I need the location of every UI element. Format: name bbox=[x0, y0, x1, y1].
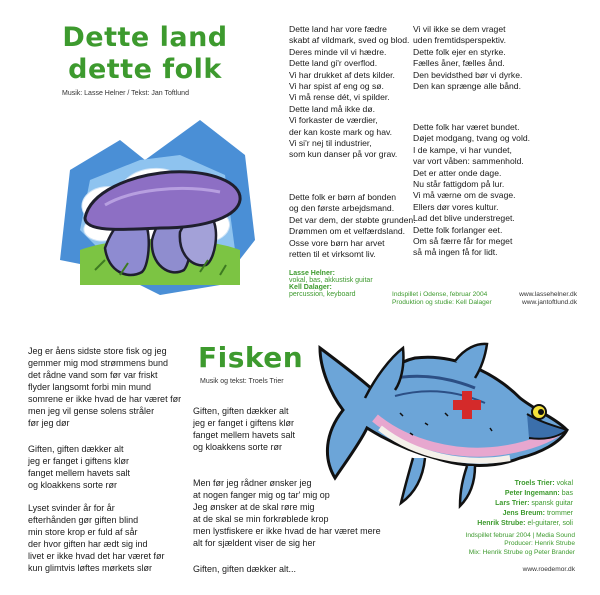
musician-name: Lars Trier: bbox=[495, 500, 530, 507]
musician-role: trommer bbox=[546, 510, 573, 517]
musician-role: bas bbox=[561, 490, 573, 497]
song2-musicians bbox=[440, 479, 573, 529]
musician-row bbox=[440, 479, 573, 489]
musician-name: Troels Trier: bbox=[514, 480, 555, 487]
musician-name: Peter Ingemann: bbox=[504, 490, 560, 497]
song2-title: Fisken bbox=[198, 341, 304, 374]
song1-col2-verse2: Dette folk har været bundet. Døjet modgang, tvang og vold. I de kampe, vi har vundet, var vort våben: sammenhold. Det er atter onde dage. Nu står fattigdom på lur. Vi må værne om de svage. Ellers dør vores kultur. Lad det blive understreget. Dette folk forlanger eet. Om så færre får for meget så må ingen få for lidt. bbox=[413, 122, 531, 258]
website-link[interactable]: www.jantoftlund.dk bbox=[522, 299, 577, 307]
song1-title-line2: dette folk bbox=[68, 54, 222, 85]
recording-line: Indspillet februar 2004 | Media Sound bbox=[465, 532, 575, 539]
musician-role: percussion, keyboard bbox=[289, 291, 356, 298]
song1-col2-verse1: Vi vil ikke se dem vraget uden fremtidsperspektiv. Dette folk ejer en styrke. Fælles åner, fælles ånd. Den bevidsthed bør vi dyrke. Den kan sprænge alle bånd. bbox=[413, 24, 523, 92]
song2-mid-verse3: Giften, giften dækker alt... bbox=[193, 564, 297, 574]
musician-row bbox=[440, 509, 573, 519]
song1-title bbox=[60, 22, 230, 86]
song2-left-verse1: Jeg er åens sidste store fisk og jeg gemmer mig mod strømmens bund det rådne vand som før var friskt flyder langsomt forbi min mund somrene er ikke hvad de har været før men jeg vil gense solens stråler før jeg dør bbox=[28, 346, 182, 428]
musician-name: Lasse Helner: bbox=[289, 270, 335, 277]
musician-role: spansk guitar bbox=[531, 500, 573, 507]
musician-row bbox=[440, 499, 573, 509]
musician-role: vokal, bas, akkustisk guitar bbox=[289, 277, 373, 284]
song1-musicians bbox=[289, 270, 399, 298]
musician-role: vokal bbox=[556, 480, 573, 487]
musician-name: Jens Breum: bbox=[502, 510, 545, 517]
song2-recording-info bbox=[425, 532, 575, 557]
musician-name: Kell Dalager: bbox=[289, 284, 332, 291]
recording-line: Indspillet i Odense, februar 2004 bbox=[392, 291, 488, 298]
dolmen-illustration bbox=[50, 100, 265, 300]
musician-role: el-guitarer, soli bbox=[527, 520, 573, 527]
song2-website[interactable]: www.roedemor.dk bbox=[522, 566, 575, 573]
musician-row bbox=[440, 519, 573, 529]
song1-credit: Musik: Lasse Helner / Tekst: Jan Toftlund bbox=[62, 90, 189, 97]
musician-row bbox=[440, 489, 573, 499]
song2-mid-verse2: Men før jeg rådner ønsker jeg at nogen fanger mig og tar' mig op Jeg ønsker at de skal røre mig at de skal se min forkrøblede krop men lystfiskere er ikke hvad de har været mere alt for sjældent viser de sig her bbox=[193, 478, 381, 548]
song1-col1-verse1: Dette land har vore fædre skabt af vildmark, sved og blod. Deres minde vil vi hædre. Dette land gi'r overflod. Vi har drukket af dets kilder. Vi har spist af eng og sø. Vi må rense dét, vi spilder. Dette land må ikke dø. Vi forkaster de værdier, der kan koste mark og hav. Vi si'r nej til industrier, som kun danser på vor grav. bbox=[289, 24, 410, 160]
musician-name: Henrik Strube: bbox=[477, 520, 526, 527]
song2-credit: Musik og tekst: Troels Trier bbox=[200, 378, 284, 385]
song2-left-verse2: Giften, giften dækker alt jeg er fanget i giftens klør fanget mellem havets salt og kloakkens sorte rør bbox=[28, 444, 131, 490]
song1-col1-verse2: Dette folk er børn af bonden og den første arbejdsmand. Det var dem, der støbte grunden. Drømmen om et velfærdsland. Osse vore børn har arvet retten til et virksomt liv. bbox=[289, 192, 416, 260]
song2-left-verse3: Lyset svinder år for år efterhånden gør giften blind min store krop er fuld af sår der hvor giften har ædt sig ind livet er ikke hvad det har været før kun glimtvis løftes mørkets slør bbox=[28, 503, 165, 573]
website-link[interactable]: www.lassehelner.dk bbox=[519, 291, 577, 298]
song1-title-line1: Dette land bbox=[62, 22, 228, 53]
recording-line: Produktion og studie: Kell Dalager bbox=[392, 299, 492, 307]
song1-websites bbox=[500, 291, 577, 308]
song2-mid-verse1: Giften, giften dækker alt jeg er fanget i giftens klør fanget mellem havets salt og kloakkens sorte rør bbox=[193, 406, 296, 452]
recording-line: Mix: Henrik Strube og Peter Brander bbox=[468, 548, 575, 556]
recording-line: Producer: Henrik Strube bbox=[504, 540, 575, 548]
